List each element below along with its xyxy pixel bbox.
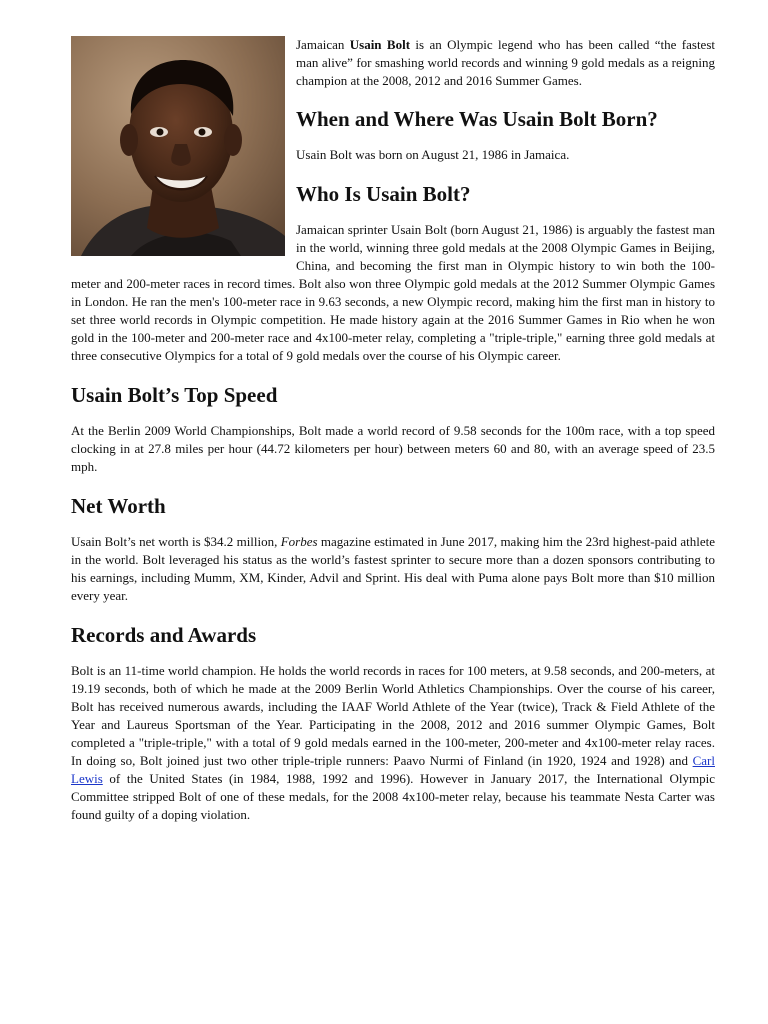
records-paragraph bbox=[71, 662, 715, 824]
records-text-start: Bolt is an 11-time world champion. He holds the world records in races for 100 meters, at 9.58 seconds, and 200-meters, at 19.19 seconds, both of which he made at the 2009 Berlin World Athletics Championships. Over the course of his career, Bolt has received numerous awards, including the IAAF World Athlete of the Year (twice), Track & Field Athlete of the Year and Laureus Sportsman of the Year. Participating in the 2008, 2012 and 2016 summer Olympic Games, Bolt completed a "triple-triple," with a total of 9 gold medals earned in the 100-meter, 200-meter and 4x100-meter relay races. In doing so, Bolt joined just two other triple-triple runners: Paavo Nurmi of Finland (in 1920, 1924 and 1928) and bbox=[71, 663, 715, 768]
carl-lewis-link[interactable]: Carl Lewis bbox=[71, 753, 715, 786]
net-worth-text-start: Usain Bolt’s net worth is $34.2 million, bbox=[71, 534, 281, 549]
born-heading: When and Where Was Usain Bolt Born? bbox=[296, 107, 658, 131]
top-speed-paragraph: At the Berlin 2009 World Championships, Bolt made a world record of 9.58 seconds for the 100m race, with a top speed clocking in at 27.8 miles per hour (44.72 kilometers per hour) between meters 60 and 80, with an average speed of 23.5 mph. bbox=[71, 423, 715, 474]
intro-subject-name: Usain Bolt bbox=[349, 37, 411, 52]
net-worth-text-end: magazine estimated in June 2017, making him the 23rd highest-paid athlete in the world. Bolt leveraged his status as the world’s fastest sprinter to secure more than a dozen sponsors contributing to his earnings, including Mumm, XM, Kinder, Advil and Sprint. His deal with Puma alone pays Bolt more than $10 million every year. bbox=[71, 534, 715, 603]
top-speed-heading: Usain Bolt’s Top Speed bbox=[71, 383, 278, 407]
who-heading: Who Is Usain Bolt? bbox=[296, 182, 471, 206]
article bbox=[71, 36, 715, 824]
intro-text-end: is an Olympic legend who has been called “the fastest man alive” for smashing world records and winning 9 gold medals as a reigning champion at the 2008, 2012 and 2016 Summer Games. bbox=[296, 37, 715, 88]
records-text-end: of the United States (in 1984, 1988, 1992 and 1996). However in January 2017, the International Olympic Committee stripped Bolt of one of these medals, for the 2008 4x100-meter relay, because his teammate Nesta Carter was found guilty of a doping violation. bbox=[71, 771, 715, 822]
intro-text-start: Jamaican bbox=[296, 37, 350, 52]
net-worth-heading: Net Worth bbox=[71, 494, 166, 518]
born-paragraph: Usain Bolt was born on August 21, 1986 in Jamaica. bbox=[296, 147, 570, 162]
net-worth-paragraph bbox=[71, 533, 715, 605]
who-paragraph: Jamaican sprinter Usain Bolt (born August 21, 1986) is arguably the fastest man in the world, winning three gold medals at the 2008 Olympic Games in Beijing, China, and becoming the first man in Olympic history to win both the 100-meter and 200-meter races in record times. Bolt also won three Olympic gold medals at the 2012 Summer Olympic Games in London. He ran the men's 100-meter race in 9.63 seconds, a new Olympic record, making him the first man in history to set three world records in Olympic competition. He made history again at the 2016 Summer Games in Rio when he won gold in the 100-meter and 200-meter race and 4x100-meter relay, completing a "triple-triple," earning three gold medals at three consecutive Olympics for a total of 9 gold medals over the course of his Olympic career. bbox=[71, 222, 715, 363]
forbes-italic: Forbes bbox=[280, 534, 318, 549]
usain-bolt-portrait bbox=[71, 36, 285, 256]
records-heading: Records and Awards bbox=[71, 623, 257, 647]
